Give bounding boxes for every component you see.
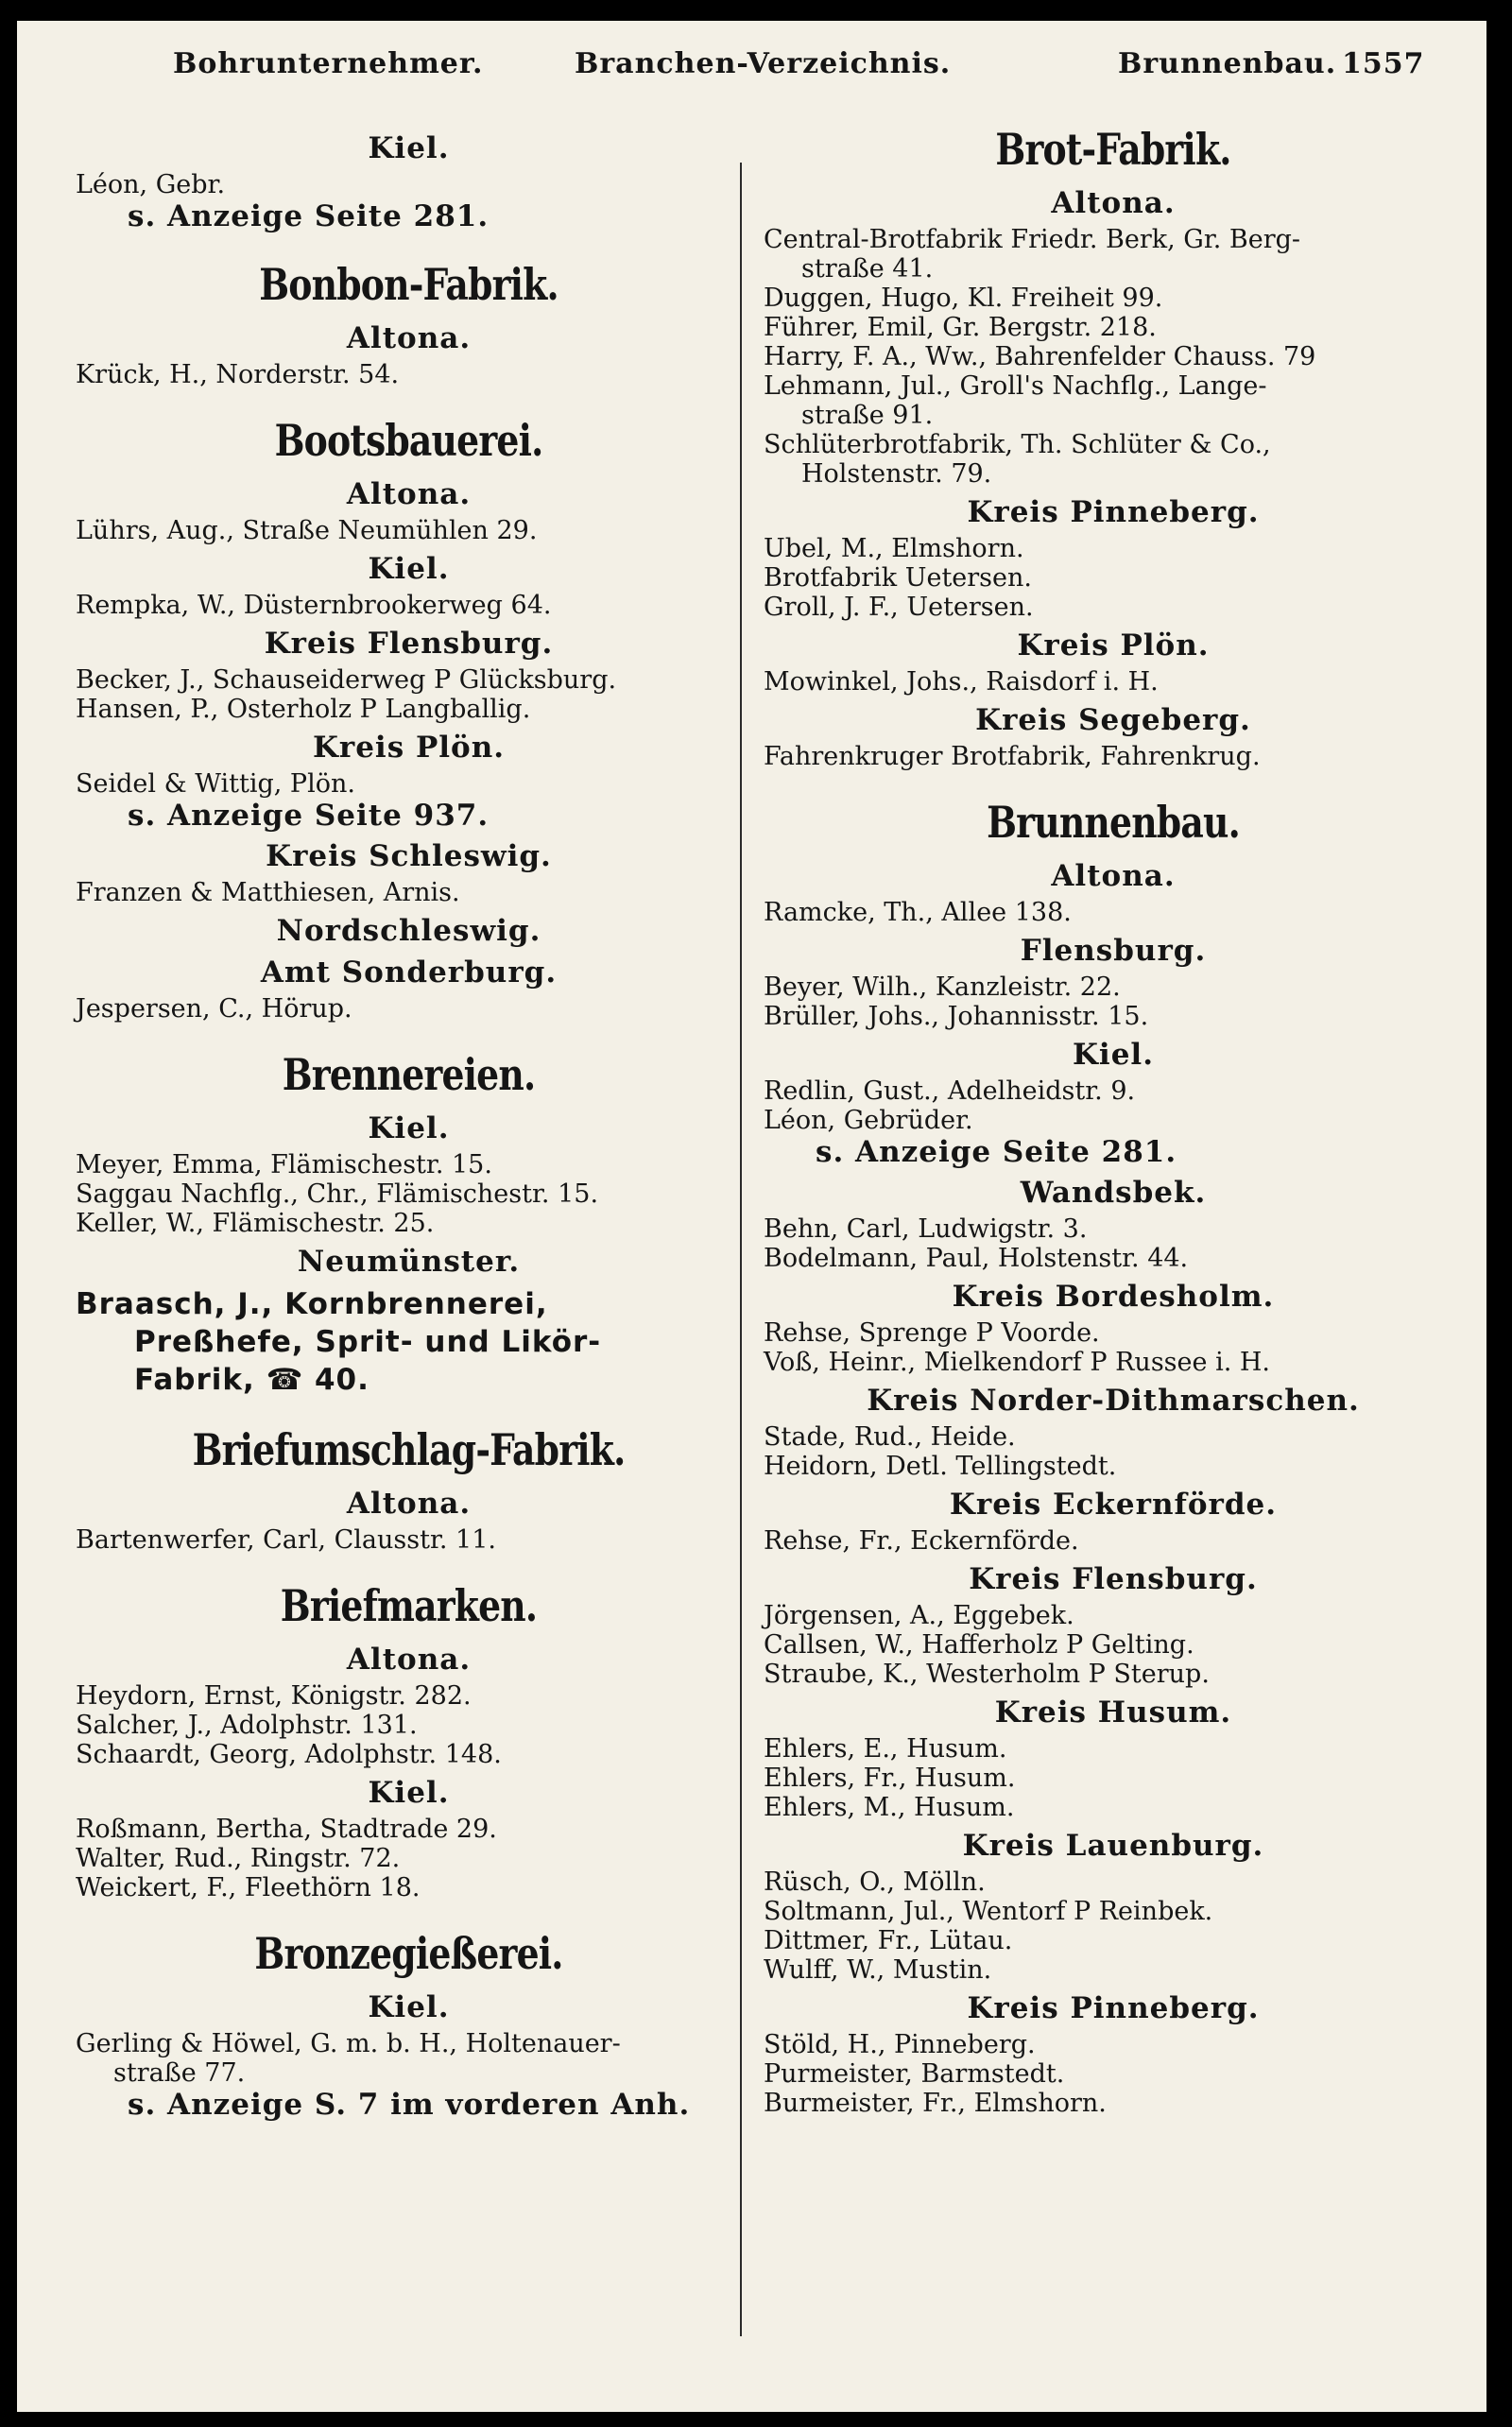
directory-entry: Rempka, W., Düsternbrookerweg 64. xyxy=(76,591,552,620)
directory-entry: Behn, Carl, Ludwigstr. 3. xyxy=(764,1214,1088,1244)
directory-entry: Groll, J. F., Uetersen. xyxy=(764,593,1034,622)
left-column xyxy=(76,125,742,2122)
directory-entry: Callsen, W., Hafferholz P Gelting. xyxy=(764,1630,1194,1660)
directory-entry: Ubel, M., Elmshorn. xyxy=(764,534,1024,563)
right-column xyxy=(764,125,1463,2118)
directory-entry: Duggen, Hugo, Kl. Freiheit 99. xyxy=(764,284,1163,313)
locality-heading: Kreis Flensburg. xyxy=(264,627,554,661)
directory-entry: Lührs, Aug., Straße Neumühlen 29. xyxy=(76,516,538,545)
locality-heading: Kreis Segeberg. xyxy=(975,703,1251,737)
locality-heading: Kreis Plön. xyxy=(312,731,506,765)
directory-entry: Lehmann, Jul., Groll's Nachflg., Lange- xyxy=(764,371,1267,401)
directory-entry: Roßmann, Bertha, Stadtrade 29. xyxy=(76,1815,497,1844)
directory-entry: Fahrenkruger Brotfabrik, Fahrenkrug. xyxy=(764,742,1261,771)
directory-entry: Becker, J., Schauseiderweg P Glücksburg. xyxy=(76,665,617,695)
directory-entry: Ehlers, E., Husum. xyxy=(764,1734,1007,1764)
directory-entry: Franzen & Matthiesen, Arnis. xyxy=(76,878,460,907)
directory-entry: Redlin, Gust., Adelheidstr. 9. xyxy=(764,1076,1136,1106)
advertisement-reference: s. Anzeige Seite 937. xyxy=(128,799,490,833)
directory-entry: Brüller, Johs., Johannisstr. 15. xyxy=(764,1002,1149,1031)
locality-heading: Kreis Pinneberg. xyxy=(967,495,1260,529)
directory-entry: Rehse, Fr., Eckernförde. xyxy=(764,1526,1079,1556)
locality-heading: Kreis Schleswig. xyxy=(266,839,552,873)
advertisement-reference: s. Anzeige Seite 281. xyxy=(816,1135,1177,1169)
directory-entry: Voß, Heinr., Mielkendorf P Russee i. H. xyxy=(764,1348,1271,1377)
directory-entry: Heidorn, Detl. Tellingstedt. xyxy=(764,1452,1117,1481)
directory-entry: Stöld, H., Pinneberg. xyxy=(764,2030,1036,2059)
locality-heading: Neumünster. xyxy=(297,1245,521,1279)
running-head-right: Brunnenbau. xyxy=(1118,47,1337,80)
locality-heading: Altona. xyxy=(346,477,472,511)
directory-entry: Purmeister, Barmstedt. xyxy=(764,2059,1065,2089)
locality-heading: Kreis Bordesholm. xyxy=(952,1280,1275,1314)
locality-heading: Nordschleswig. xyxy=(276,914,541,948)
directory-entry: Gerling & Höwel, G. m. b. H., Holtenauer- xyxy=(76,2029,621,2058)
section-heading: Bootsbauerei. xyxy=(274,415,543,466)
directory-page xyxy=(17,21,1486,2412)
section-heading: Bonbon-Fabrik. xyxy=(259,259,558,310)
directory-entry: Stade, Rud., Heide. xyxy=(764,1422,1016,1452)
locality-heading: Altona. xyxy=(1051,859,1176,893)
locality-heading: Kreis Norder-Dithmarschen. xyxy=(867,1384,1360,1418)
directory-entry-continuation: straße 77. xyxy=(113,2058,246,2088)
directory-entry: Meyer, Emma, Flämischestr. 15. xyxy=(76,1150,492,1179)
locality-heading: Wandsbek. xyxy=(1020,1176,1207,1210)
locality-heading: Kiel. xyxy=(368,131,450,165)
directory-entry: Jespersen, C., Hörup. xyxy=(76,994,352,1024)
advertisement-reference: s. Anzeige Seite 281. xyxy=(128,199,490,233)
section-heading: Brot-Fabrik. xyxy=(995,124,1231,175)
directory-entry: Bodelmann, Paul, Holstenstr. 44. xyxy=(764,1244,1189,1273)
running-head-left: Bohrunternehmer. xyxy=(173,47,484,80)
locality-heading: Kreis Lauenburg. xyxy=(962,1829,1264,1863)
locality-heading: Altona. xyxy=(346,1487,472,1521)
directory-entry: Mowinkel, Johs., Raisdorf i. H. xyxy=(764,667,1159,697)
locality-heading: Altona. xyxy=(1051,186,1176,220)
locality-heading: Flensburg. xyxy=(1020,934,1207,968)
advertisement-reference: s. Anzeige S. 7 im vorderen Anh. xyxy=(128,2088,691,2122)
directory-entry: Soltmann, Jul., Wentorf P Reinbek. xyxy=(764,1897,1213,1926)
advertisement-line: Preßhefe, Sprit- und Likör- xyxy=(134,1325,602,1359)
directory-entry: Walter, Rud., Ringstr. 72. xyxy=(76,1844,401,1873)
directory-entry: Ramcke, Th., Allee 138. xyxy=(764,898,1072,927)
locality-heading: Kiel. xyxy=(368,1776,450,1810)
locality-heading: Kiel. xyxy=(368,1111,450,1145)
locality-heading: Kreis Flensburg. xyxy=(969,1562,1258,1596)
directory-entry: Harry, F. A., Ww., Bahrenfelder Chauss. 79 xyxy=(764,342,1316,371)
directory-entry: Brotfabrik Uetersen. xyxy=(764,563,1032,593)
directory-entry: Schaardt, Georg, Adolphstr. 148. xyxy=(76,1740,502,1769)
directory-entry: Jörgensen, A., Eggebek. xyxy=(764,1601,1074,1630)
locality-heading: Kiel. xyxy=(368,552,450,586)
directory-entry: Burmeister, Fr., Elmshorn. xyxy=(764,2089,1107,2118)
directory-entry: Ehlers, Fr., Husum. xyxy=(764,1764,1016,1793)
directory-entry: Führer, Emil, Gr. Bergstr. 218. xyxy=(764,313,1157,342)
section-heading: Brennereien. xyxy=(282,1049,536,1100)
section-heading: Brunnenbau. xyxy=(987,797,1240,848)
directory-entry: Ehlers, M., Husum. xyxy=(764,1793,1015,1822)
locality-heading: Amt Sonderburg. xyxy=(260,955,558,990)
section-heading: Bronzegießerei. xyxy=(254,1928,563,1979)
directory-entry: Beyer, Wilh., Kanzleistr. 22. xyxy=(764,973,1121,1002)
page-number: 1557 xyxy=(1342,47,1425,80)
directory-entry: Salcher, J., Adolphstr. 131. xyxy=(76,1711,418,1740)
section-heading: Briefumschlag-Fabrik. xyxy=(192,1424,626,1475)
directory-entry: Central-Brotfabrik Friedr. Berk, Gr. Berg- xyxy=(764,225,1301,254)
directory-entry: Heydorn, Ernst, Königstr. 282. xyxy=(76,1681,472,1711)
locality-heading: Kiel. xyxy=(368,1990,450,2024)
directory-entry: Weickert, F., Fleethörn 18. xyxy=(76,1873,421,1902)
directory-entry: Wulff, W., Mustin. xyxy=(764,1955,992,1985)
directory-entry: Schlüterbrotfabrik, Th. Schlüter & Co., xyxy=(764,430,1271,459)
directory-entry: Dittmer, Fr., Lütau. xyxy=(764,1926,1013,1955)
directory-entry: Keller, W., Flämischestr. 25. xyxy=(76,1209,435,1238)
advertisement-line: Braasch, J., Kornbrennerei, xyxy=(76,1287,548,1321)
directory-entry: Krück, H., Norderstr. 54. xyxy=(76,360,400,389)
locality-heading: Altona. xyxy=(346,1643,472,1677)
directory-entry-continuation: Holstenstr. 79. xyxy=(801,459,992,489)
running-head-title: Branchen-Verzeichnis. xyxy=(575,47,952,80)
directory-entry: Seidel & Wittig, Plön. xyxy=(76,769,355,799)
directory-entry: Rehse, Sprenge P Voorde. xyxy=(764,1318,1100,1348)
running-head xyxy=(17,21,1486,106)
locality-heading: Altona. xyxy=(346,321,472,355)
directory-entry: Hansen, P., Osterholz P Langballig. xyxy=(76,695,531,724)
directory-entry: Léon, Gebrüder. xyxy=(764,1106,973,1135)
locality-heading: Kreis Plön. xyxy=(1017,628,1210,663)
directory-entry: Bartenwerfer, Carl, Clausstr. 11. xyxy=(76,1525,496,1555)
locality-heading: Kreis Eckernförde. xyxy=(949,1488,1278,1522)
locality-heading: Kiel. xyxy=(1072,1038,1154,1072)
directory-entry: Saggau Nachflg., Chr., Flämischestr. 15. xyxy=(76,1179,599,1209)
directory-entry-continuation: straße 41. xyxy=(801,254,934,284)
directory-entry-continuation: straße 91. xyxy=(801,401,934,430)
locality-heading: Kreis Husum. xyxy=(994,1695,1232,1730)
directory-entry: Léon, Gebr. xyxy=(76,170,226,199)
directory-entry: Rüsch, O., Mölln. xyxy=(764,1868,986,1897)
section-heading: Briefmarken. xyxy=(280,1580,538,1631)
locality-heading: Kreis Pinneberg. xyxy=(967,1991,1260,2025)
advertisement-line: Fabrik, ☎ 40. xyxy=(134,1363,369,1397)
directory-entry: Straube, K., Westerholm P Sterup. xyxy=(764,1660,1210,1689)
display-advertisement xyxy=(76,1285,742,1399)
